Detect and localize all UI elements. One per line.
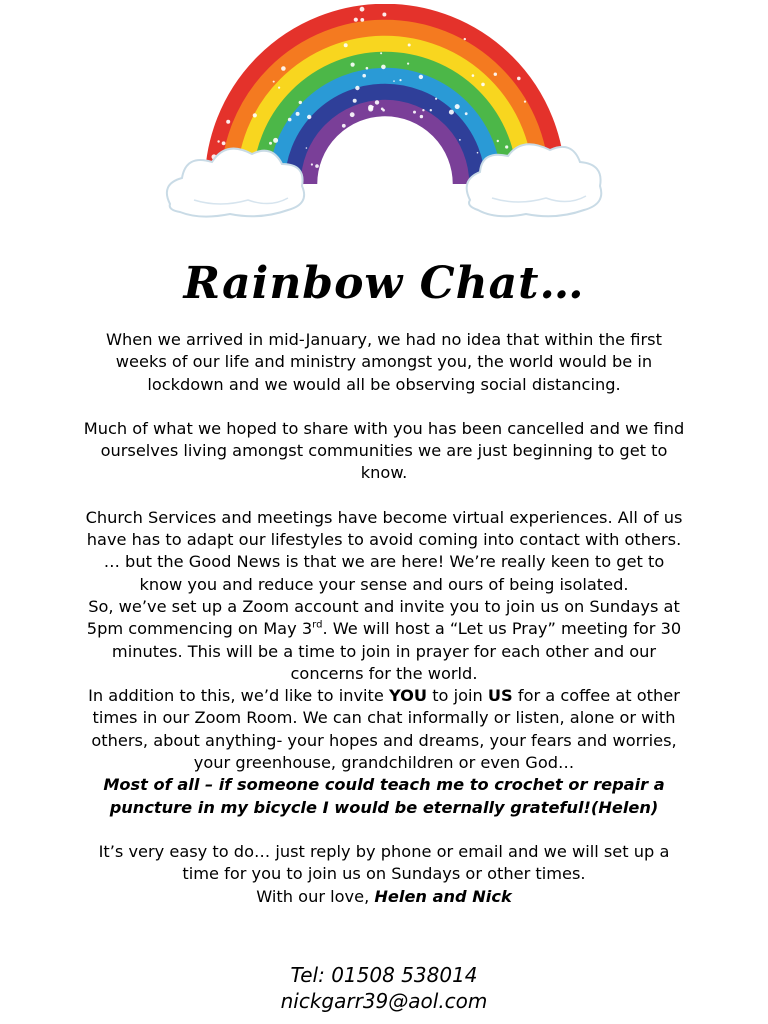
sparkle [253,113,257,117]
sparkle [281,66,286,71]
email-address: nickgarr39@aol.com [280,989,488,1013]
sparkle [420,115,423,118]
sparkle [505,145,508,148]
sparkle [360,7,365,12]
sparkle [306,147,308,149]
sparkle [354,18,358,22]
paragraph-cancelled: Much of what we hoped to share with you has been cancelled and we find ourselves living amongst communities we are just beginning to get to know. [83,418,685,483]
sparkle [344,43,348,47]
sparkle [311,163,313,165]
sparkle [399,79,401,81]
sparkle [368,106,373,111]
sparkle [342,124,346,128]
rainbow-with-clouds-illustration [160,4,610,224]
sparkle [273,138,278,143]
sparkle [455,104,460,109]
phone-number: Tel: 01508 538014 [290,963,478,987]
sparkle [353,99,357,103]
sparkle [299,101,302,104]
rainbow-band [309,108,461,184]
paragraph-coffee-invite: In addition to this, we’d like to invite YOU to join US for a coffee at other times in our Zoom Room. We can chat informally or listen, alone or with others, about anything- your hopes and dreams, your fears and worries, your greenhouse, grandchildren or even God… [88,686,680,773]
sparkle [355,86,359,90]
sparkle [459,139,461,141]
sparkle [430,109,432,111]
sparkle [472,74,475,77]
signoff: With our love, Helen and Nick [256,886,512,906]
sparkle [222,141,226,145]
sparkle [524,101,526,103]
sparkle [419,75,423,79]
sparkle [351,63,355,67]
sparkle [269,142,272,145]
sparkle [382,13,386,17]
letter-body [80,329,688,908]
sparkle [408,44,411,47]
sparkle [375,100,379,104]
sparkle [381,108,384,111]
sparkle [393,80,395,82]
sparkle [217,140,219,142]
sparkle [464,38,466,40]
sparkle [494,73,497,76]
sparkle [278,87,280,89]
sparkle [407,63,409,65]
sparkle [360,18,364,22]
sparkle [226,120,230,124]
sparkle [465,112,468,115]
sparkle [288,118,292,122]
sparkle [362,74,366,78]
sparkle [381,65,386,70]
sparkle [350,112,355,117]
sparkle [315,164,319,168]
sparkle [422,109,424,111]
page-title: Rainbow Chat… [183,258,585,309]
sparkle [296,112,300,116]
sparkle [366,67,369,70]
paragraph-helen-request: Most of all – if someone could teach me to crochet or repair a puncture in my bicycle I would be eternally grateful!(Helen) [103,775,665,817]
contact-details [0,962,768,1014]
sparkle [273,81,275,83]
sparkle [449,110,454,115]
sparkle [517,77,521,81]
sparkle [380,52,382,54]
paragraph-zoom-account: So, we’ve set up a Zoom account and invite you to join us on Sundays at 5pm commencing on May 3rd. We will host a “Let us Pray” meeting for 30 minutes. This will be a time to join in prayer for each other and our concerns for the world. [86,596,682,683]
sparkle [435,98,437,100]
sparkle [497,140,499,142]
sparkle [481,83,485,87]
paragraph-virtual-services: Church Services and meetings have become virtual experiences. All of us have has to adapt our lifestyles to avoid coming into contact with others. … but the Good News is that we are here! We’re really keen to get to know you and reduce your sense and ours of being isolated. [85,507,683,594]
paragraph-arrival: When we arrived in mid-January, we had no idea that within the first weeks of our life and ministry amongst you, the world would be in lockdown and we would all be observing social distancing. [106,330,662,394]
paragraph-how-to-reply: It’s very easy to do… just reply by phone or email and we will set up a time for you to join us on Sundays or other times. [98,841,670,884]
sparkle [413,111,416,114]
sparkle [477,152,479,154]
sparkle [307,115,311,119]
